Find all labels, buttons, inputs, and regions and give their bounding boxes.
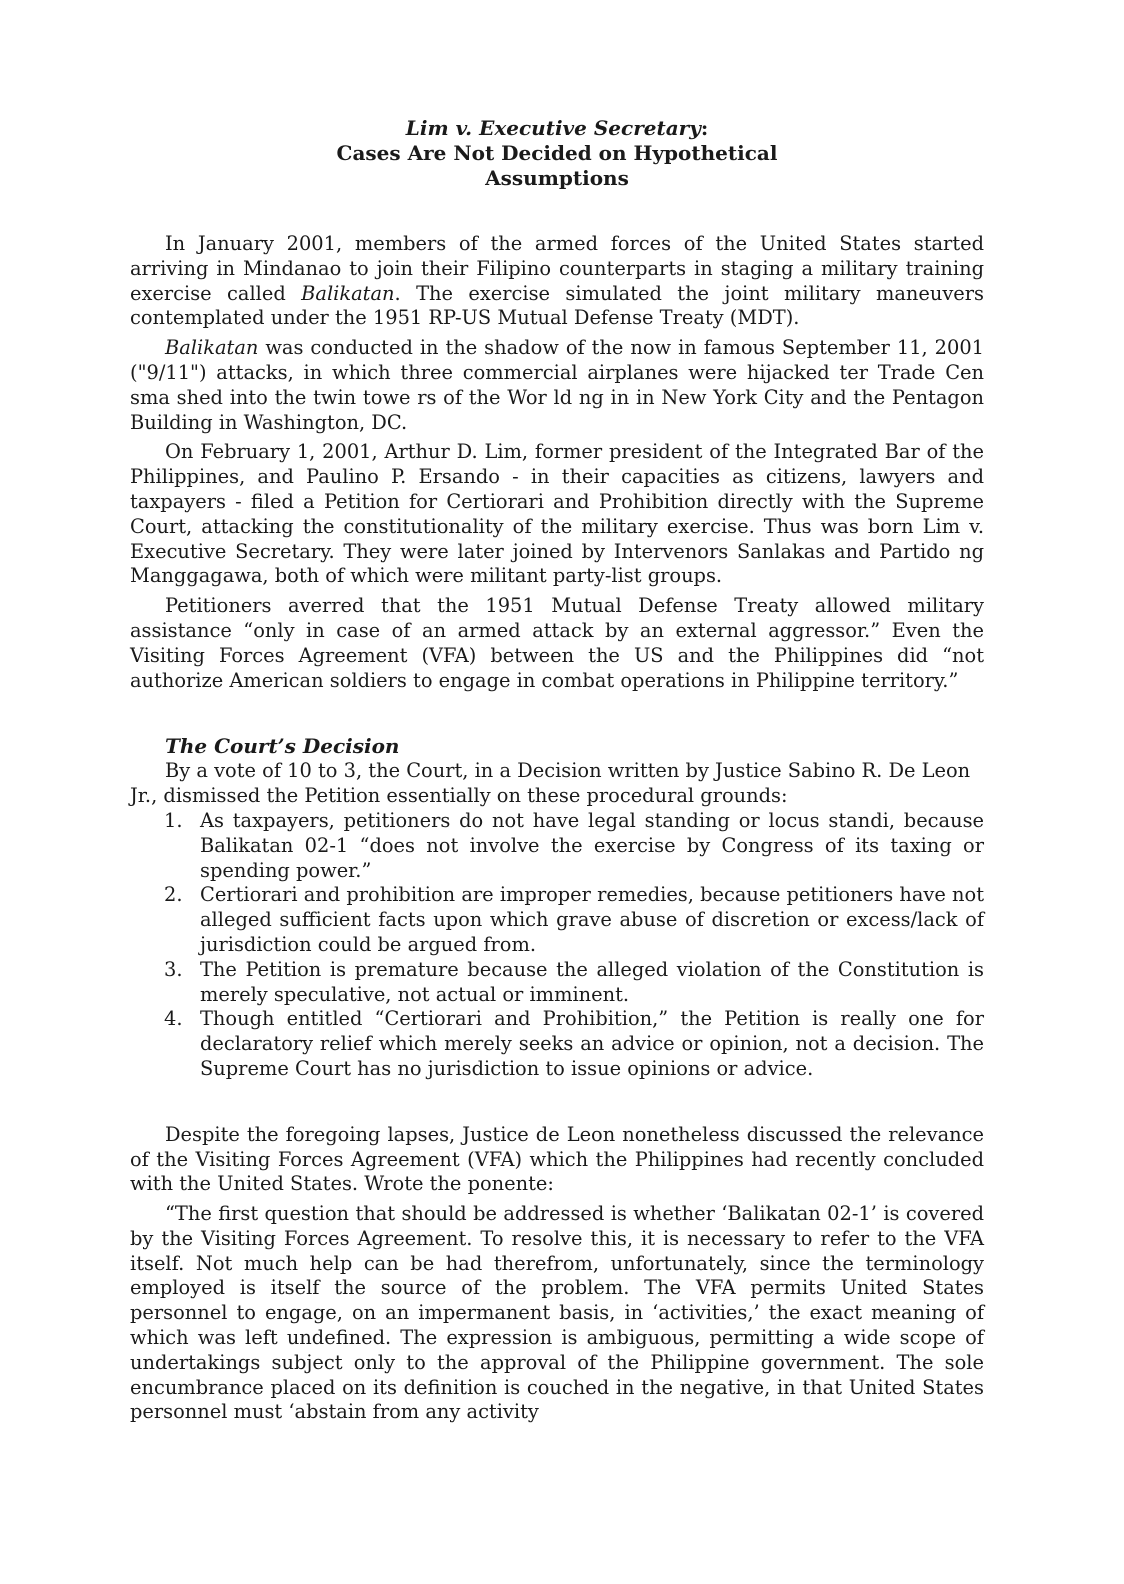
title-line-2: Cases Are Not Decided on Hypothetical xyxy=(336,141,778,165)
list-item-text: As taxpayers, petitioners do not have legal standing or locus standi, because Balikatan 02-1 “does not involve the exercise by Congress of its taxing or spending power.” xyxy=(200,808,984,882)
title-colon: : xyxy=(700,116,709,140)
document-title xyxy=(130,116,984,191)
paragraph-1 xyxy=(130,232,984,331)
list-item-number: 4. xyxy=(164,1007,183,1031)
paragraph-2-emphasis: Balikatan xyxy=(165,336,259,360)
paragraph-3: On February 1, 2001, Arthur D. Lim, former president of the Integrated Bar of the Philippines, and Paulino P. Ersando - in their capacities as citizens, lawyers and taxpayers - filed a Petition for Certiorari and Prohibition directly with the Supreme Court, attacking the constitutionality of the military exercise. Thus was born Lim v. Executive Secretary. They were later joined by Intervenors Sanlakas and Partido ng Manggagawa, both of which were militant party-list groups. xyxy=(130,440,984,588)
decision-intro: By a vote of 10 to 3, the Court, in a Decision written by Justice Sabino R. De Leon Jr., dismissed the Petition essentially on these procedural grounds: xyxy=(130,759,971,808)
list-item xyxy=(130,883,984,957)
paragraph-2-rest: was conducted in the shadow of the now in famous September 11, 2001 ("9/11") attacks, in which three commercial airplanes were hijacked ter Trade Cen sma shed into the twin towe rs of the Wor ld ng in in New York City and the Pentagon Building in Washington, DC. xyxy=(130,336,984,434)
paragraph-6-quote: “The first question that should be addressed is whether ‘Balikatan 02-1’ is covered by the Visiting Forces Agreement. To resolve this, it is necessary to refer to the VFA itself. Not much help can be had therefrom, unfortunately, since the terminology employed is itself the source of the problem. The VFA permits United States personnel to engage, on an impermanent basis, in ‘activities,’ the exact meaning of which was left undefined. The expression is ambiguous, permitting a wide scope of undertakings subject only to the approval of the Philippine government. The sole encumbrance placed on its definition is couched in the negative, in that United States personnel must ‘abstain from any activity xyxy=(130,1202,984,1424)
paragraph-2 xyxy=(130,336,984,435)
paragraph-4: Petitioners averred that the 1951 Mutual Defense Treaty allowed military assistance “only in case of an armed attack by an external aggressor.” Even the Visiting Forces Agreement (VFA) between the US and the Philippines did “not authorize American soldiers to engage in combat operations in Philippine territory.” xyxy=(130,594,984,692)
case-name: Lim v. Executive Secretary xyxy=(405,116,701,140)
list-item-number: 1. xyxy=(164,808,183,832)
section-heading-decision: The Court’s Decision xyxy=(165,734,400,759)
paragraph-1-rest: . The exercise simulated the joint military maneuvers contemplated under the 1951 RP-US Mutual Defense Treaty (MDT). xyxy=(130,281,984,330)
list-item xyxy=(130,958,984,1008)
paragraph-1-text: In January 2001, members of the armed forces of the United States started arriving in Mindanao to join their Filipino counterparts in staging a military training exercise called xyxy=(130,232,984,305)
list-item-number: 3. xyxy=(164,957,183,981)
paragraph-1-emphasis: Balikatan xyxy=(301,281,395,305)
paragraph-5: Despite the foregoing lapses, Justice de Leon nonetheless discussed the relevance of the Visiting Forces Agreement (VFA) which the Philippines had recently concluded with the United States. Wrote the ponente: xyxy=(130,1122,984,1196)
document-page xyxy=(130,116,984,1425)
grounds-list xyxy=(130,809,984,1082)
list-item-text: Though entitled “Certiorari and Prohibition,” the Petition is really one for declaratory relief which merely seeks an advice or opinion, not a decision. The Supreme Court has no jurisdiction to issue opinions or advice. xyxy=(200,1007,984,1080)
list-item-text: Certiorari and prohibition are improper remedies, because petitioners have not alleged sufficient facts upon which grave abuse of discretion or excess/lack of jurisdiction could be argued from. xyxy=(200,883,984,956)
list-item xyxy=(130,809,984,883)
list-item xyxy=(130,1007,984,1081)
list-item-number: 2. xyxy=(164,883,183,907)
title-line-1 xyxy=(130,116,984,141)
list-item-text: The Petition is premature because the alleged violation of the Constitution is merely speculative, not actual or imminent. xyxy=(200,957,984,1006)
title-line-3: Assumptions xyxy=(485,166,629,190)
